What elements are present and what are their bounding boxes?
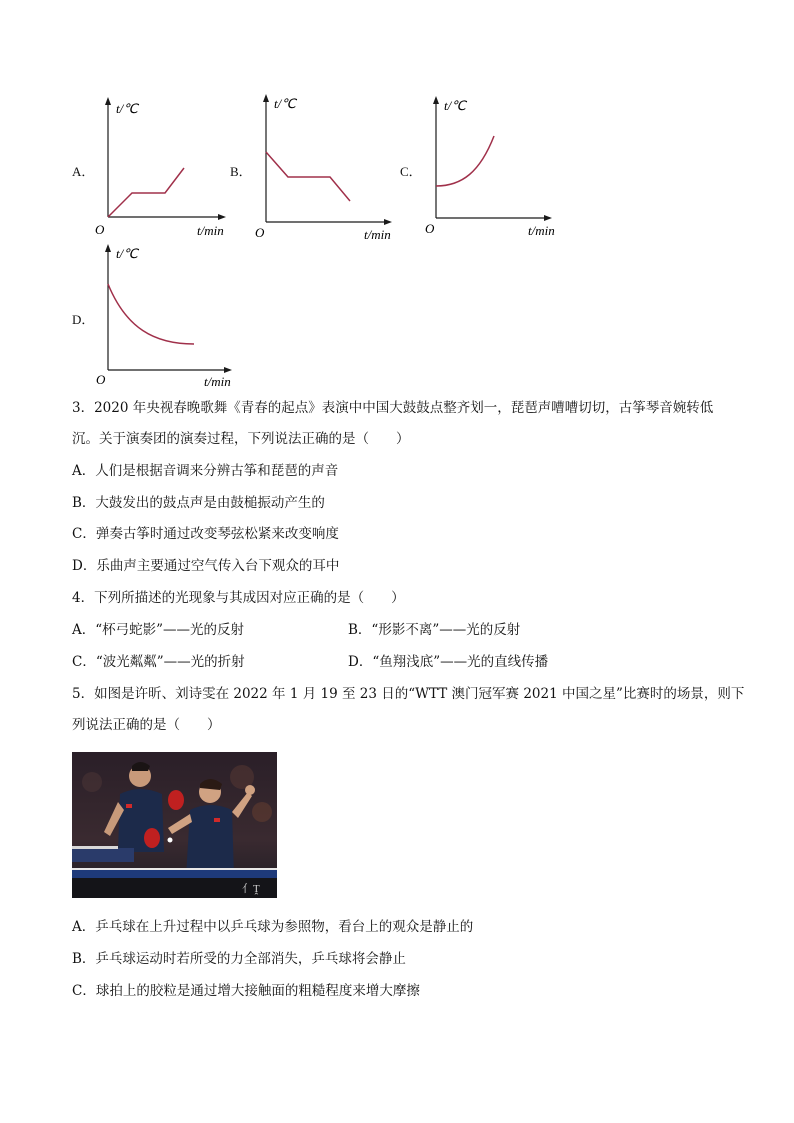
option-a-label: A． [72,164,95,179]
origin-label: O [96,372,106,387]
option-d-label: D． [72,312,95,327]
x-axis-label: t/min [364,227,391,242]
graph-c [422,92,572,242]
curve-b [266,152,350,201]
graph-d [92,240,252,392]
q3-stem-line2: 沉。关于演奏团的演奏过程，下列说法正确的是（ ） [72,431,410,447]
q3-option-c: C．弹奏古筝时通过改变琴弦松紧来改变响度 [72,526,339,542]
graph-b [252,90,407,245]
curve-a [108,168,184,217]
curve-d [108,284,194,344]
svg-text:亻Ṱ: 亻Ṱ [242,883,260,895]
q4-option-a: A．“杯弓蛇影”——光的反射 [72,622,245,638]
q3-stem-line1: 3．2020 年央视春晚歌舞《青春的起点》表演中中国大鼓鼓点整齐划一，琵琶声嘈嘈切切，古筝琴音婉转低 [72,400,714,416]
q3-option-d: D．乐曲声主要通过空气传入台下观众的耳中 [72,558,340,574]
q5-option-b: B．乒乓球运动时若所受的力全部消失，乒乓球将会静止 [72,951,406,967]
q5-option-c: C．球拍上的胶粒是通过增大接触面的粗糙程度来增大摩擦 [72,983,420,999]
y-axis-arrow-icon [263,94,269,102]
origin-label: O [95,222,105,237]
graph-a [92,95,242,245]
y-axis-label: t/℃ [116,246,138,261]
x-axis-label: t/min [528,223,555,238]
y-axis-label: t/℃ [116,101,138,116]
x-axis-arrow-icon [218,214,226,220]
option-b-label: B． [230,164,252,179]
x-axis-label: t/min [204,374,231,389]
origin-label: O [425,221,435,236]
q4-option-c: C．“波光粼粼”——光的折射 [72,654,245,670]
q4-option-d: D．“鱼翔浅底”——光的直线传播 [348,654,549,670]
q5-stem-line1: 5．如图是许昕、刘诗雯在 2022 年 1 月 19 至 23 日的“WTT 澳门冠军赛 2021 中国之星”比赛时的场景，则下 [72,686,745,702]
x-axis-arrow-icon [224,367,232,373]
curve-c [436,136,494,186]
q5-option-a: A．乒乓球在上升过程中以乒乓球为参照物，看台上的观众是静止的 [72,919,474,935]
x-axis-label: t/min [197,223,224,238]
q5-stem-line2: 列说法正确的是（ ） [72,717,221,733]
y-axis-arrow-icon [105,97,111,105]
option-c-label: C． [400,164,422,179]
q4-stem: 4．下列所描述的光现象与其成因对应正确的是（ ） [72,590,405,606]
x-axis-arrow-icon [384,219,392,225]
origin-label: O [255,225,265,240]
q3-option-b: B．大鼓发出的鼓点声是由鼓槌振动产生的 [72,495,325,511]
table-tennis-photo [72,752,277,898]
x-axis-arrow-icon [544,215,552,221]
y-axis-label: t/℃ [274,96,296,111]
q4-option-b: B．“形影不离”——光的反射 [348,622,521,638]
y-axis-arrow-icon [433,96,439,104]
y-axis-arrow-icon [105,244,111,252]
y-axis-label: t/℃ [444,98,466,113]
q3-option-a: A．人们是根据音调来分辨古筝和琵琶的声音 [72,463,339,479]
